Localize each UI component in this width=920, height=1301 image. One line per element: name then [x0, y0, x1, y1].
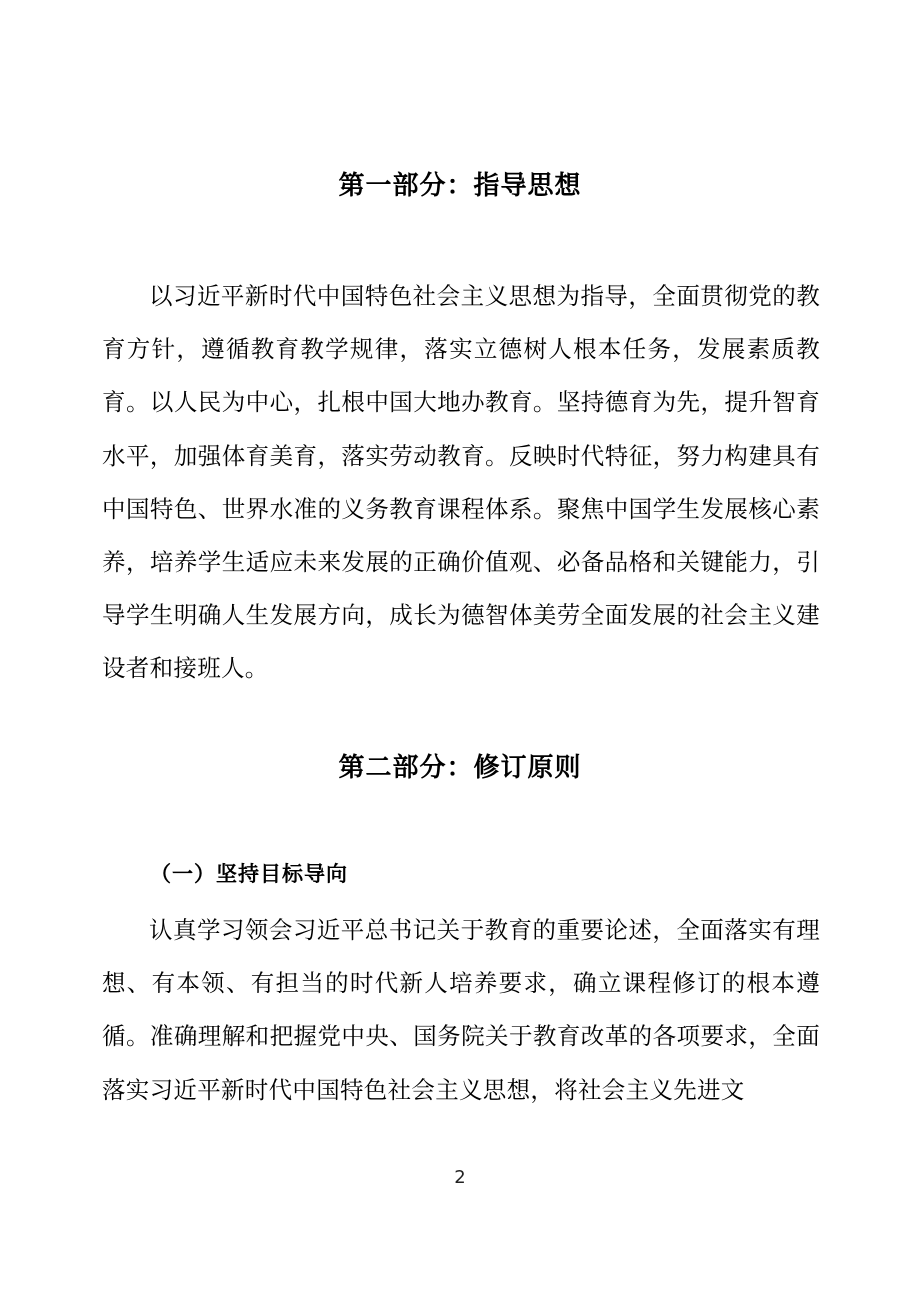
section-heading-revision-principles: 第二部分：修订原则 — [338, 753, 582, 783]
section-heading-guiding-ideology: 第一部分：指导思想 — [338, 171, 582, 201]
page-number: 2 — [454, 1167, 466, 1188]
guiding-ideology-paragraph: 以习近平新时代中国特色社会主义思想为指导，全面贯彻党的教育方针，遵循教育教学规律，落实立德树人根本任务，发展素质教育。以人民为中心，扎根中国大地办教育。坚持德育为先，提升智育水平，加强体育美育，落实劳动教育。反映时代特征，努力构建具有中国特色、世界水准的义务教育课程体系。聚焦中国学生发展核心素养，培养学生适应未来发展的正确价值观、必备品格和关键能力，引导学生明确人生发展方向，成长为德智体美劳全面发展的社会主义建设者和接班人。 — [102, 282, 820, 683]
goal-orientation-paragraph: 认真学习领会习近平总书记关于教育的重要论述，全面落实有理想、有本领、有担当的时代新人培养要求，确立课程修订的根本遵循。准确理解和把握党中央、国务院关于教育改革的各项要求，全面落实习近平新时代中国特色社会主义思想，将社会主义先进文 — [102, 916, 820, 1104]
subsection-heading-goal-orientation: （一）坚持目标导向 — [150, 862, 348, 886]
